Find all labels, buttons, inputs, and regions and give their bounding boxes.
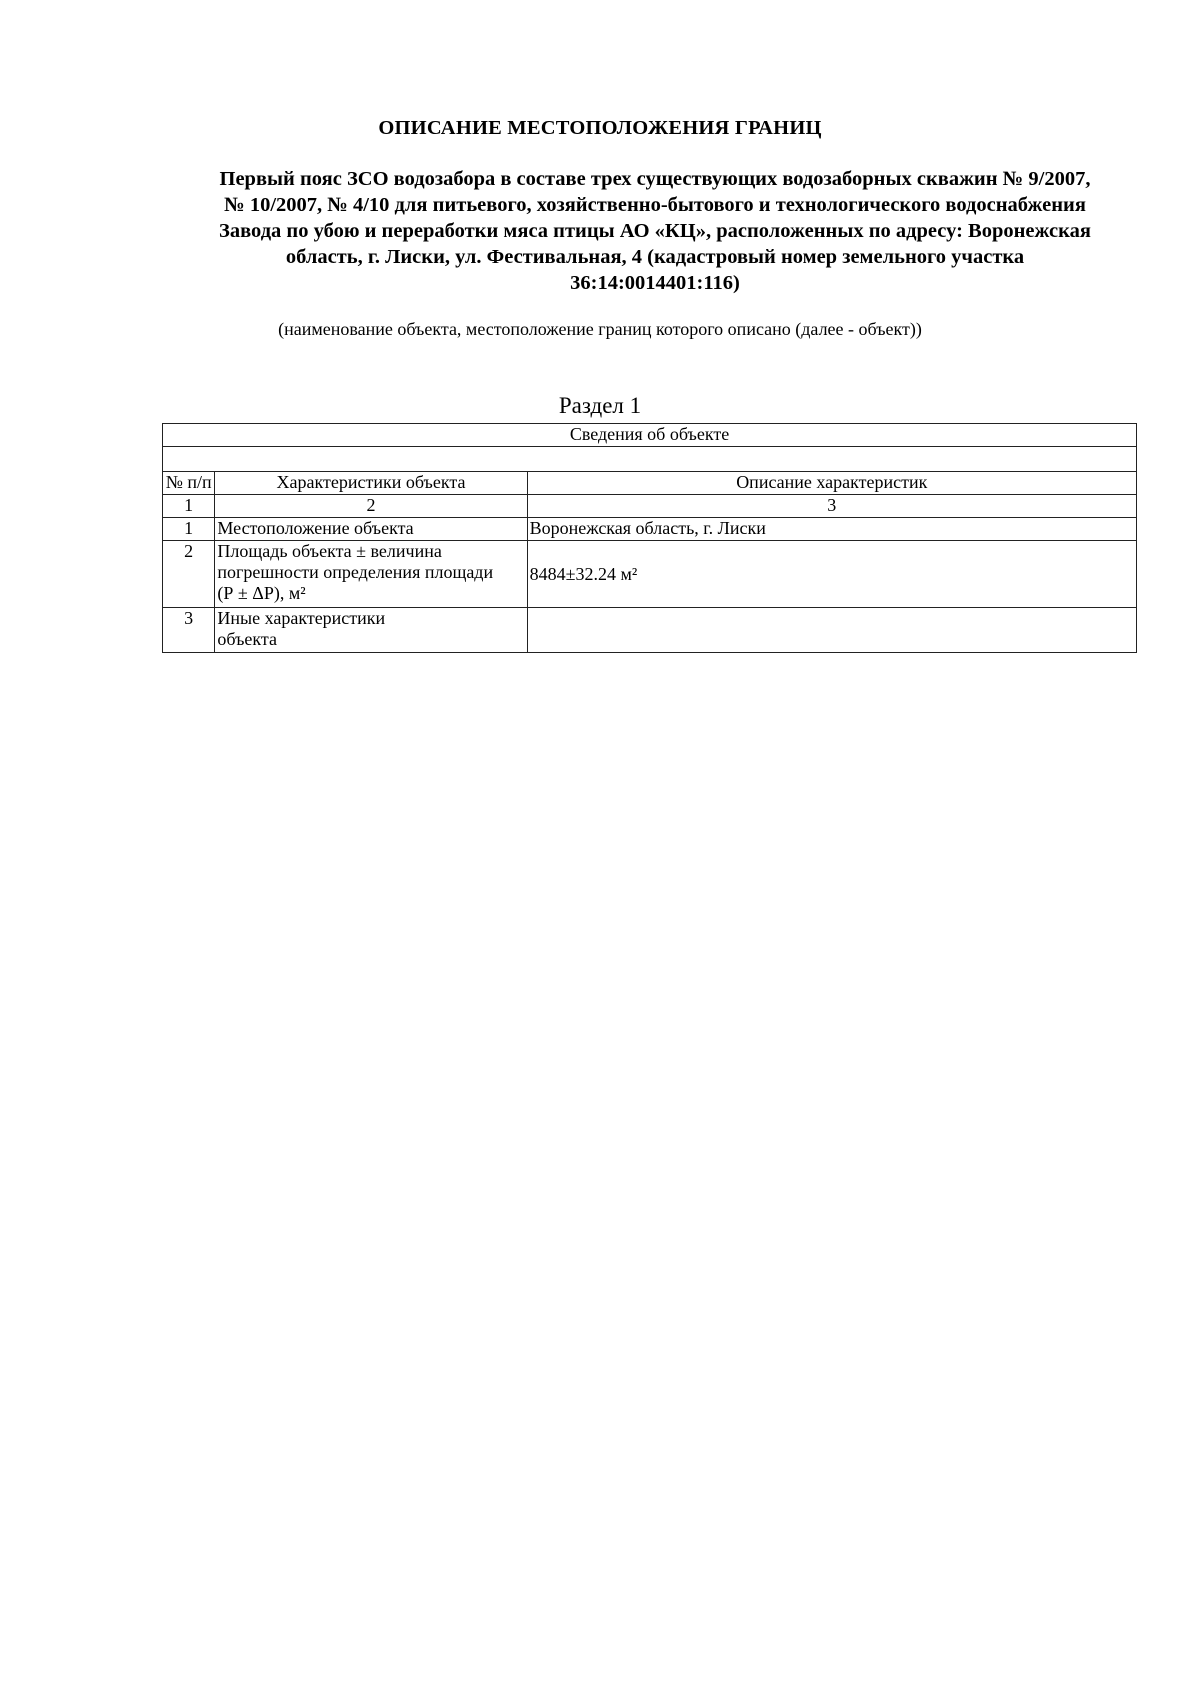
row-number: 1 (163, 518, 215, 541)
characteristic-line: (Р ± ΔР), м² (217, 583, 306, 603)
object-info-table (162, 423, 1137, 653)
table-row (163, 608, 1137, 653)
row-characteristic (215, 518, 527, 541)
table-empty-row (163, 447, 1137, 472)
row-characteristic (215, 608, 527, 653)
characteristic-line: объекта (217, 629, 277, 649)
column-number: 2 (215, 495, 527, 518)
row-number: 2 (163, 541, 215, 608)
column-number: 3 (527, 495, 1136, 518)
row-number: 3 (163, 608, 215, 653)
object-name-line: Первый пояс ЗСО водозабора в составе трех существующих водозаборных скважин № 9/2007, (219, 168, 1091, 190)
row-description (527, 608, 1136, 653)
page-title: ОПИСАНИЕ МЕСТОПОЛОЖЕНИЯ ГРАНИЦ (378, 117, 822, 139)
object-caption: (наименование объекта, местоположение границ которого описано (далее - объект)) (278, 319, 922, 339)
object-name (160, 166, 1150, 296)
column-number-row (163, 495, 1137, 518)
row-description: Воронежская область, г. Лиски (527, 518, 1136, 541)
table-row (163, 518, 1137, 541)
object-name-line: 36:14:0014401:116) (570, 272, 740, 294)
column-header-num: № п/п (163, 472, 215, 495)
column-header-row (163, 472, 1137, 495)
column-header-characteristic: Характеристики объекта (215, 472, 527, 495)
characteristic-line: Местоположение объекта (217, 518, 414, 538)
column-number: 1 (163, 495, 215, 518)
table-header-row (163, 424, 1137, 447)
row-characteristic (215, 541, 527, 608)
characteristic-line: Площадь объекта ± величина (217, 541, 442, 561)
column-header-description: Описание характеристик (527, 472, 1136, 495)
table-row (163, 541, 1137, 608)
object-name-line: Завода по убою и переработки мяса птицы АО «КЦ», расположенных по адресу: Воронежская (219, 220, 1091, 242)
characteristic-line: погрешности определения площади (217, 562, 494, 582)
row-description: 8484±32.24 м² (527, 541, 1136, 608)
section-title: Раздел 1 (558, 393, 642, 418)
characteristic-line: Иные характеристики (217, 608, 386, 628)
table-empty-cell (163, 447, 1137, 472)
object-name-line: № 10/2007, № 4/10 для питьевого, хозяйственно-бытового и технологического водоснабжения (224, 194, 1086, 216)
table-header: Сведения об объекте (163, 424, 1137, 447)
object-name-line: область, г. Лиски, ул. Фестивальная, 4 (кадастровый номер земельного участка (285, 246, 1025, 268)
